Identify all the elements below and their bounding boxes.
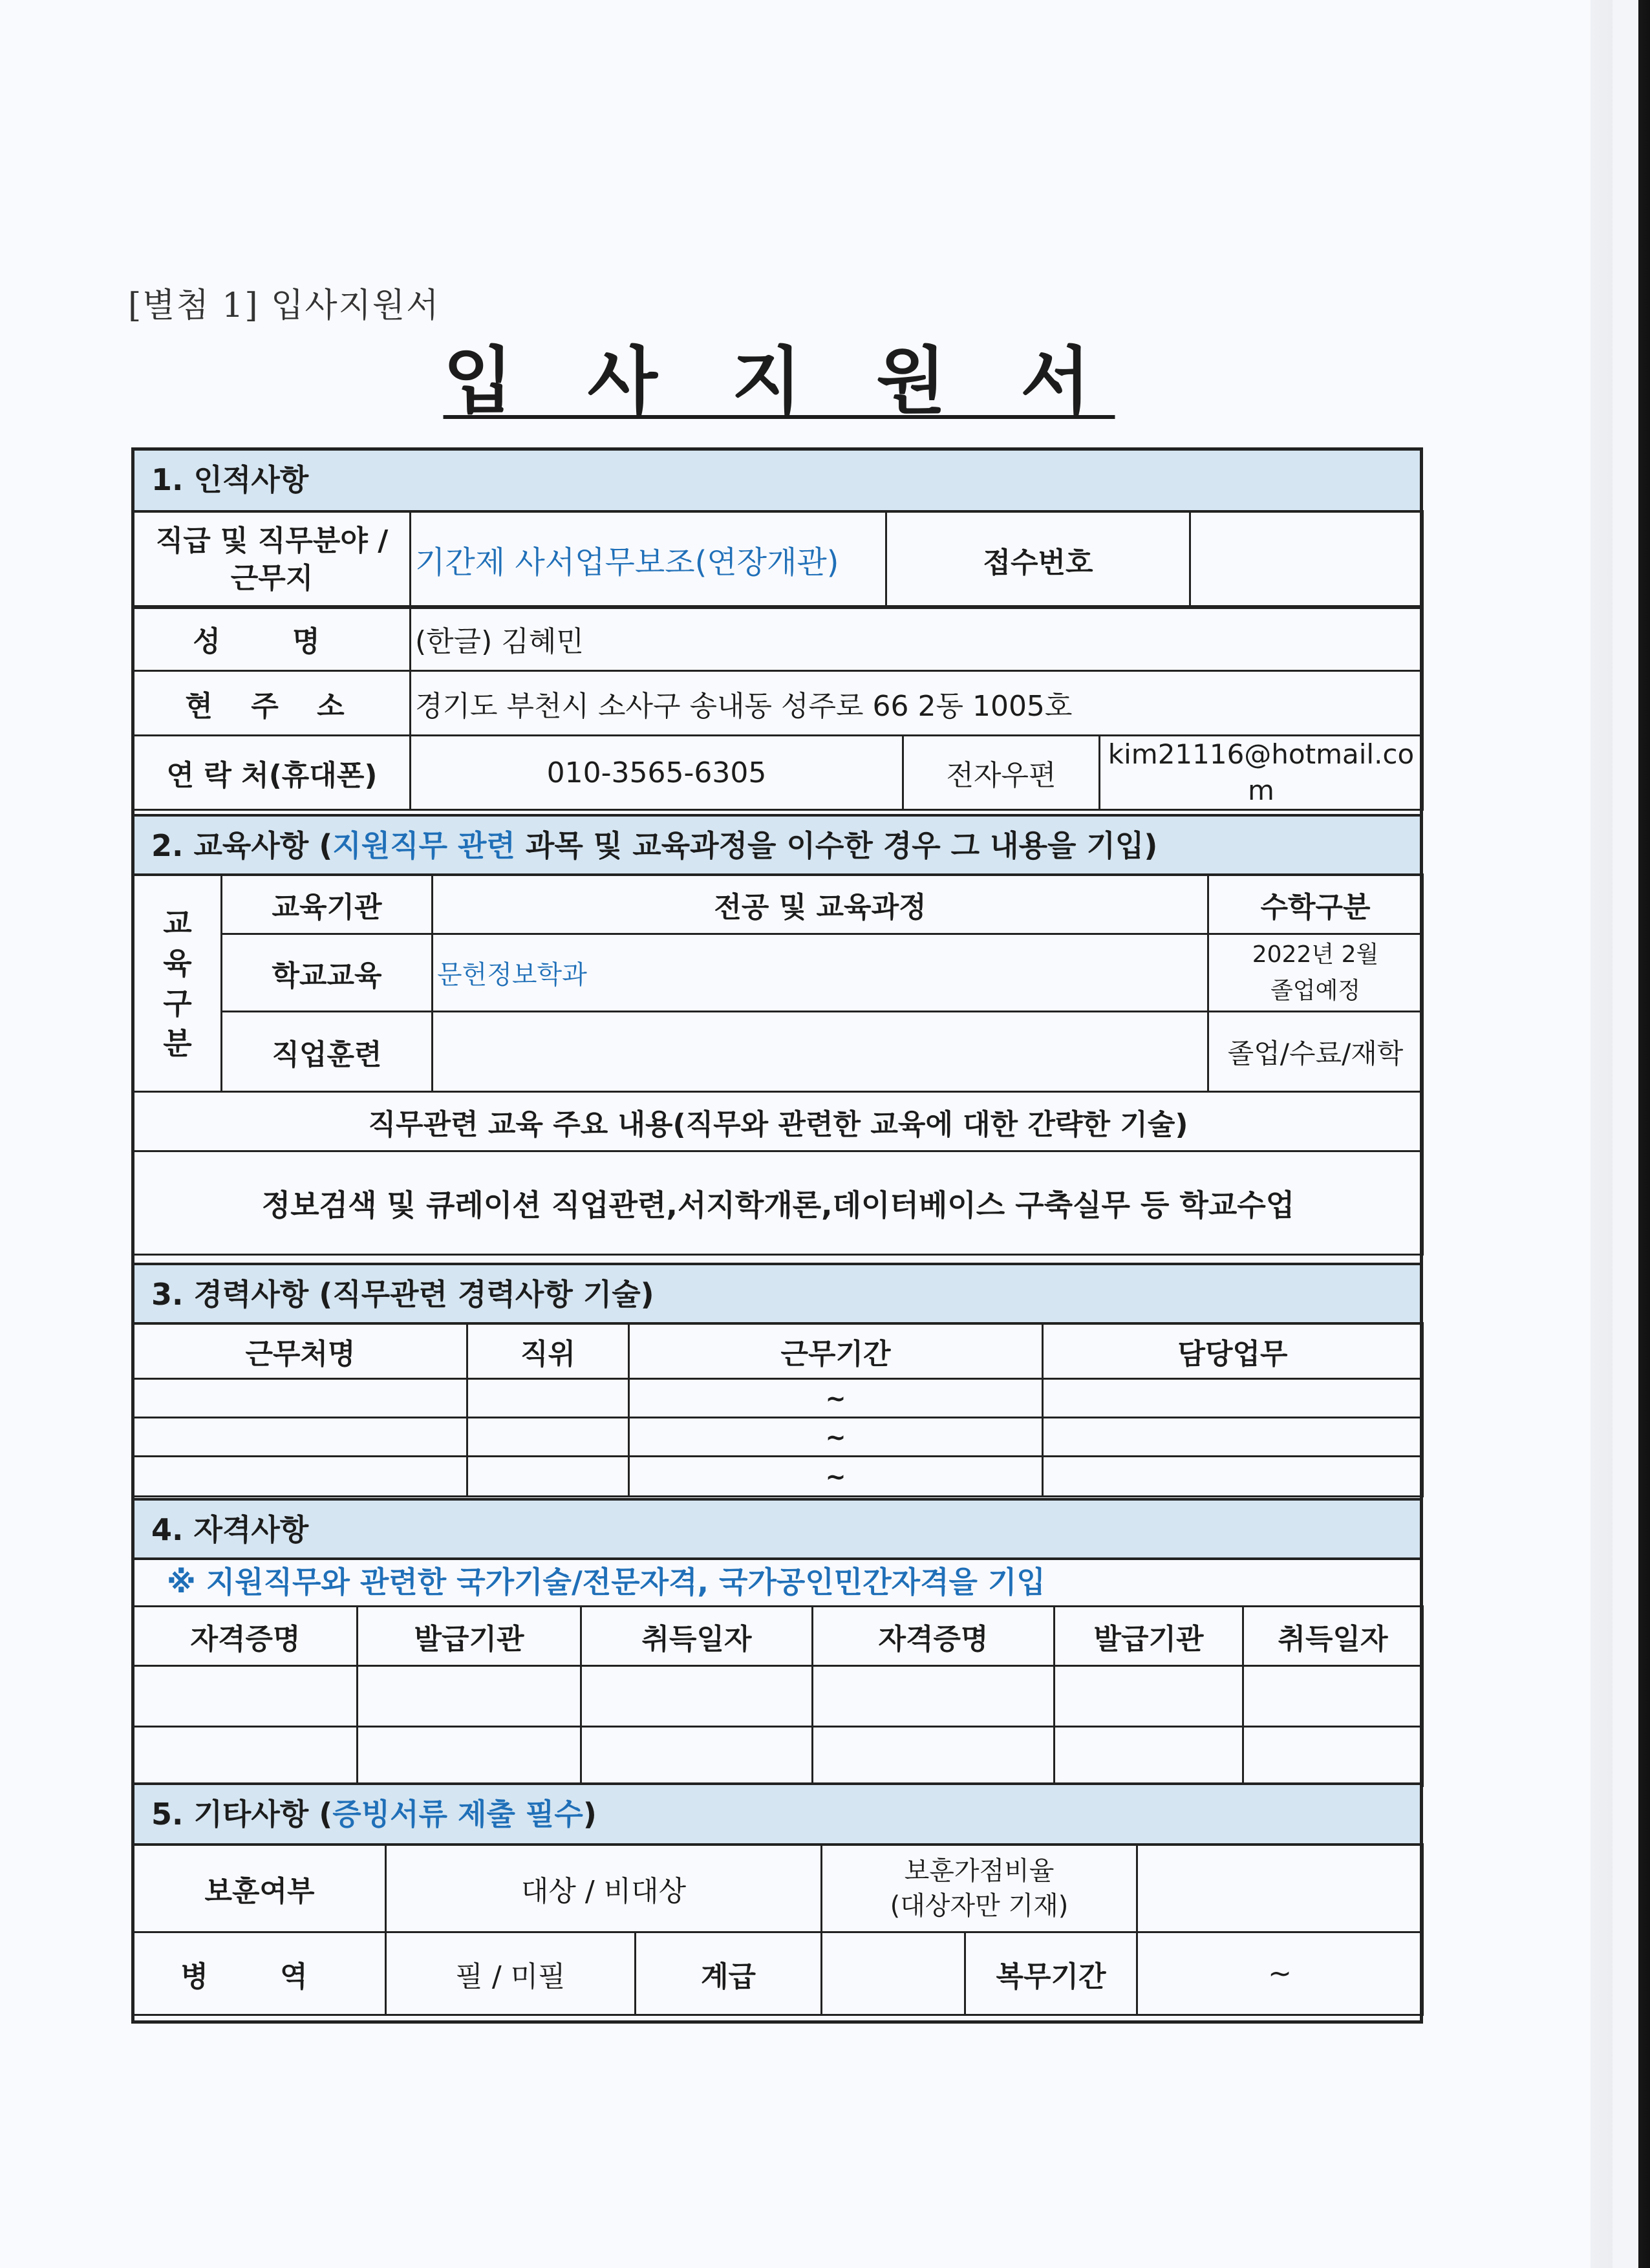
personal-info-table xyxy=(133,510,1424,609)
table-row xyxy=(134,1457,1423,1497)
other-section-header xyxy=(134,1782,1420,1846)
document-title-text: 입 사 지 원 서 xyxy=(443,339,1115,423)
veteran-rate-label-line2: (대상자만 기재) xyxy=(890,1890,1069,1921)
career-duty-field[interactable] xyxy=(1043,1418,1423,1457)
scan-paper-edge xyxy=(1612,0,1638,2268)
license-col-date-2: 취득일자 xyxy=(1243,1607,1423,1666)
address-label: 현 주 소 xyxy=(134,671,411,736)
career-col-company: 근무처명 xyxy=(134,1323,467,1379)
career-company-field[interactable] xyxy=(134,1457,467,1497)
license-col-name: 자격증명 xyxy=(134,1607,358,1666)
career-heading: 3. 경력사항 (직무관련 경력사항 기술) xyxy=(151,1277,654,1312)
education-heading-highlight: 지원직무 관련 xyxy=(332,828,515,863)
license-issuer-field[interactable] xyxy=(358,1666,581,1727)
school-status-line2: 졸업예정 xyxy=(1270,977,1361,1004)
license-date-field[interactable] xyxy=(581,1727,813,1786)
career-position-field[interactable] xyxy=(467,1379,629,1418)
other-heading-highlight: 증빙서류 제출 필수 xyxy=(332,1797,583,1832)
career-position-field[interactable] xyxy=(467,1457,629,1497)
education-section-header xyxy=(134,814,1420,876)
table-row xyxy=(134,1379,1423,1418)
career-period-field[interactable]: ~ xyxy=(629,1379,1043,1418)
military-options[interactable]: 필 / 미필 xyxy=(386,1932,636,2015)
career-section-header xyxy=(134,1263,1420,1325)
school-status-line1: 2022년 2월 xyxy=(1252,941,1379,968)
veteran-rate-label xyxy=(822,1845,1137,1932)
name-field[interactable]: (한글) 김혜민 xyxy=(411,606,1423,671)
personal-section-header xyxy=(134,451,1420,513)
table-row xyxy=(134,1727,1423,1786)
license-heading: 4. 자격사항 xyxy=(151,1512,309,1547)
document-title xyxy=(0,323,1558,427)
education-category-label: 교육구분 xyxy=(134,875,222,1092)
rank-field[interactable] xyxy=(822,1932,965,2015)
table-row xyxy=(134,1666,1423,1727)
education-heading-suffix: 과목 및 교육과정을 이수한 경우 그 내용을 기입) xyxy=(515,828,1158,863)
email-label: 전자우편 xyxy=(903,736,1100,810)
school-status-field[interactable] xyxy=(1208,934,1423,1012)
receipt-label: 접수번호 xyxy=(886,511,1190,608)
personal-heading: 1. 인적사항 xyxy=(151,462,309,497)
vocational-label: 직업훈련 xyxy=(222,1012,433,1092)
education-heading-prefix: 2. 교육사항 ( xyxy=(151,828,333,863)
license-table xyxy=(133,1605,1424,1787)
license-col-name-2: 자격증명 xyxy=(813,1607,1055,1666)
license-issuer-field[interactable] xyxy=(358,1727,581,1786)
name-label: 성 명 xyxy=(134,606,411,671)
personal-info-table-2 xyxy=(133,605,1424,811)
license-name-field[interactable] xyxy=(813,1727,1055,1786)
rank-label: 계급 xyxy=(636,1932,822,2015)
career-col-period: 근무기간 xyxy=(629,1323,1043,1379)
position-field[interactable]: 기간제 사서업무보조(연장개관) xyxy=(411,511,886,608)
career-duty-field[interactable] xyxy=(1043,1379,1423,1418)
license-date-field[interactable] xyxy=(581,1666,813,1727)
scan-dark-edge xyxy=(1591,0,1650,2268)
other-table xyxy=(133,1843,1424,2016)
col-institution: 교육기관 xyxy=(222,875,433,934)
veteran-rate-field[interactable] xyxy=(1137,1845,1423,1932)
career-col-position: 직위 xyxy=(467,1323,629,1379)
service-period-label: 복무기간 xyxy=(965,1932,1137,2015)
license-col-issuer-2: 발급기관 xyxy=(1055,1607,1243,1666)
other-heading-prefix: 5. 기타사항 ( xyxy=(151,1797,333,1832)
veteran-rate-label-line1: 보훈가점비율 xyxy=(904,1856,1055,1886)
col-major: 전공 및 교육과정 xyxy=(433,875,1208,934)
license-name-field[interactable] xyxy=(134,1727,358,1786)
license-note-text: ※ 지원직무와 관련한 국가기술/전문자격, 국가공인민간자격을 기입 xyxy=(167,1565,1045,1599)
license-name-field[interactable] xyxy=(134,1666,358,1727)
education-summary-field[interactable]: 정보검색 및 큐레이션 직업관련,서지학개론,데이터베이스 구축실무 등 학교수업 xyxy=(134,1151,1423,1255)
career-position-field[interactable] xyxy=(467,1418,629,1457)
career-col-duty: 담당업무 xyxy=(1043,1323,1423,1379)
career-period-field[interactable]: ~ xyxy=(629,1457,1043,1497)
table-row xyxy=(134,1418,1423,1457)
career-company-field[interactable] xyxy=(134,1418,467,1457)
military-label: 병 역 xyxy=(134,1932,386,2015)
education-summary-label: 직무관련 교육 주요 내용(직무와 관련한 교육에 대한 간략한 기술) xyxy=(134,1092,1423,1151)
service-period-field[interactable]: ~ xyxy=(1137,1932,1423,2015)
school-major-field[interactable]: 문헌정보학과 xyxy=(433,934,1208,1012)
phone-field[interactable]: 010-3565-6305 xyxy=(411,736,903,810)
license-section-header xyxy=(134,1498,1420,1560)
veteran-label: 보훈여부 xyxy=(134,1845,386,1932)
license-issuer-field[interactable] xyxy=(1055,1727,1243,1786)
career-period-field[interactable]: ~ xyxy=(629,1418,1043,1457)
application-form xyxy=(131,447,1423,2024)
career-company-field[interactable] xyxy=(134,1379,467,1418)
license-name-field[interactable] xyxy=(813,1666,1055,1727)
education-table xyxy=(133,873,1424,1093)
phone-label: 연 락 처(휴대폰) xyxy=(134,736,411,810)
vocational-major-field[interactable] xyxy=(433,1012,1208,1092)
vocational-status-field[interactable]: 졸업/수료/재학 xyxy=(1208,1012,1423,1092)
license-issuer-field[interactable] xyxy=(1055,1666,1243,1727)
veteran-options[interactable]: 대상 / 비대상 xyxy=(386,1845,822,1932)
career-table xyxy=(133,1322,1424,1497)
other-heading-suffix: ) xyxy=(583,1797,597,1832)
license-date-field[interactable] xyxy=(1243,1727,1423,1786)
license-col-date: 취득일자 xyxy=(581,1607,813,1666)
education-summary-table xyxy=(133,1091,1424,1256)
license-note xyxy=(134,1557,1420,1607)
license-col-issuer: 발급기관 xyxy=(358,1607,581,1666)
career-duty-field[interactable] xyxy=(1043,1457,1423,1497)
school-label: 학교교육 xyxy=(222,934,433,1012)
license-date-field[interactable] xyxy=(1243,1666,1423,1727)
email-field[interactable]: kim21116@hotmail.com xyxy=(1100,736,1423,810)
receipt-field[interactable] xyxy=(1190,511,1423,608)
col-status: 수학구분 xyxy=(1208,875,1423,934)
attachment-label: [별첨 1] 입사지원서 xyxy=(128,286,440,325)
position-label: 직급 및 직무분야 / 근무지 xyxy=(134,511,411,608)
address-field[interactable]: 경기도 부천시 소사구 송내동 성주로 66 2동 1005호 xyxy=(411,671,1423,736)
